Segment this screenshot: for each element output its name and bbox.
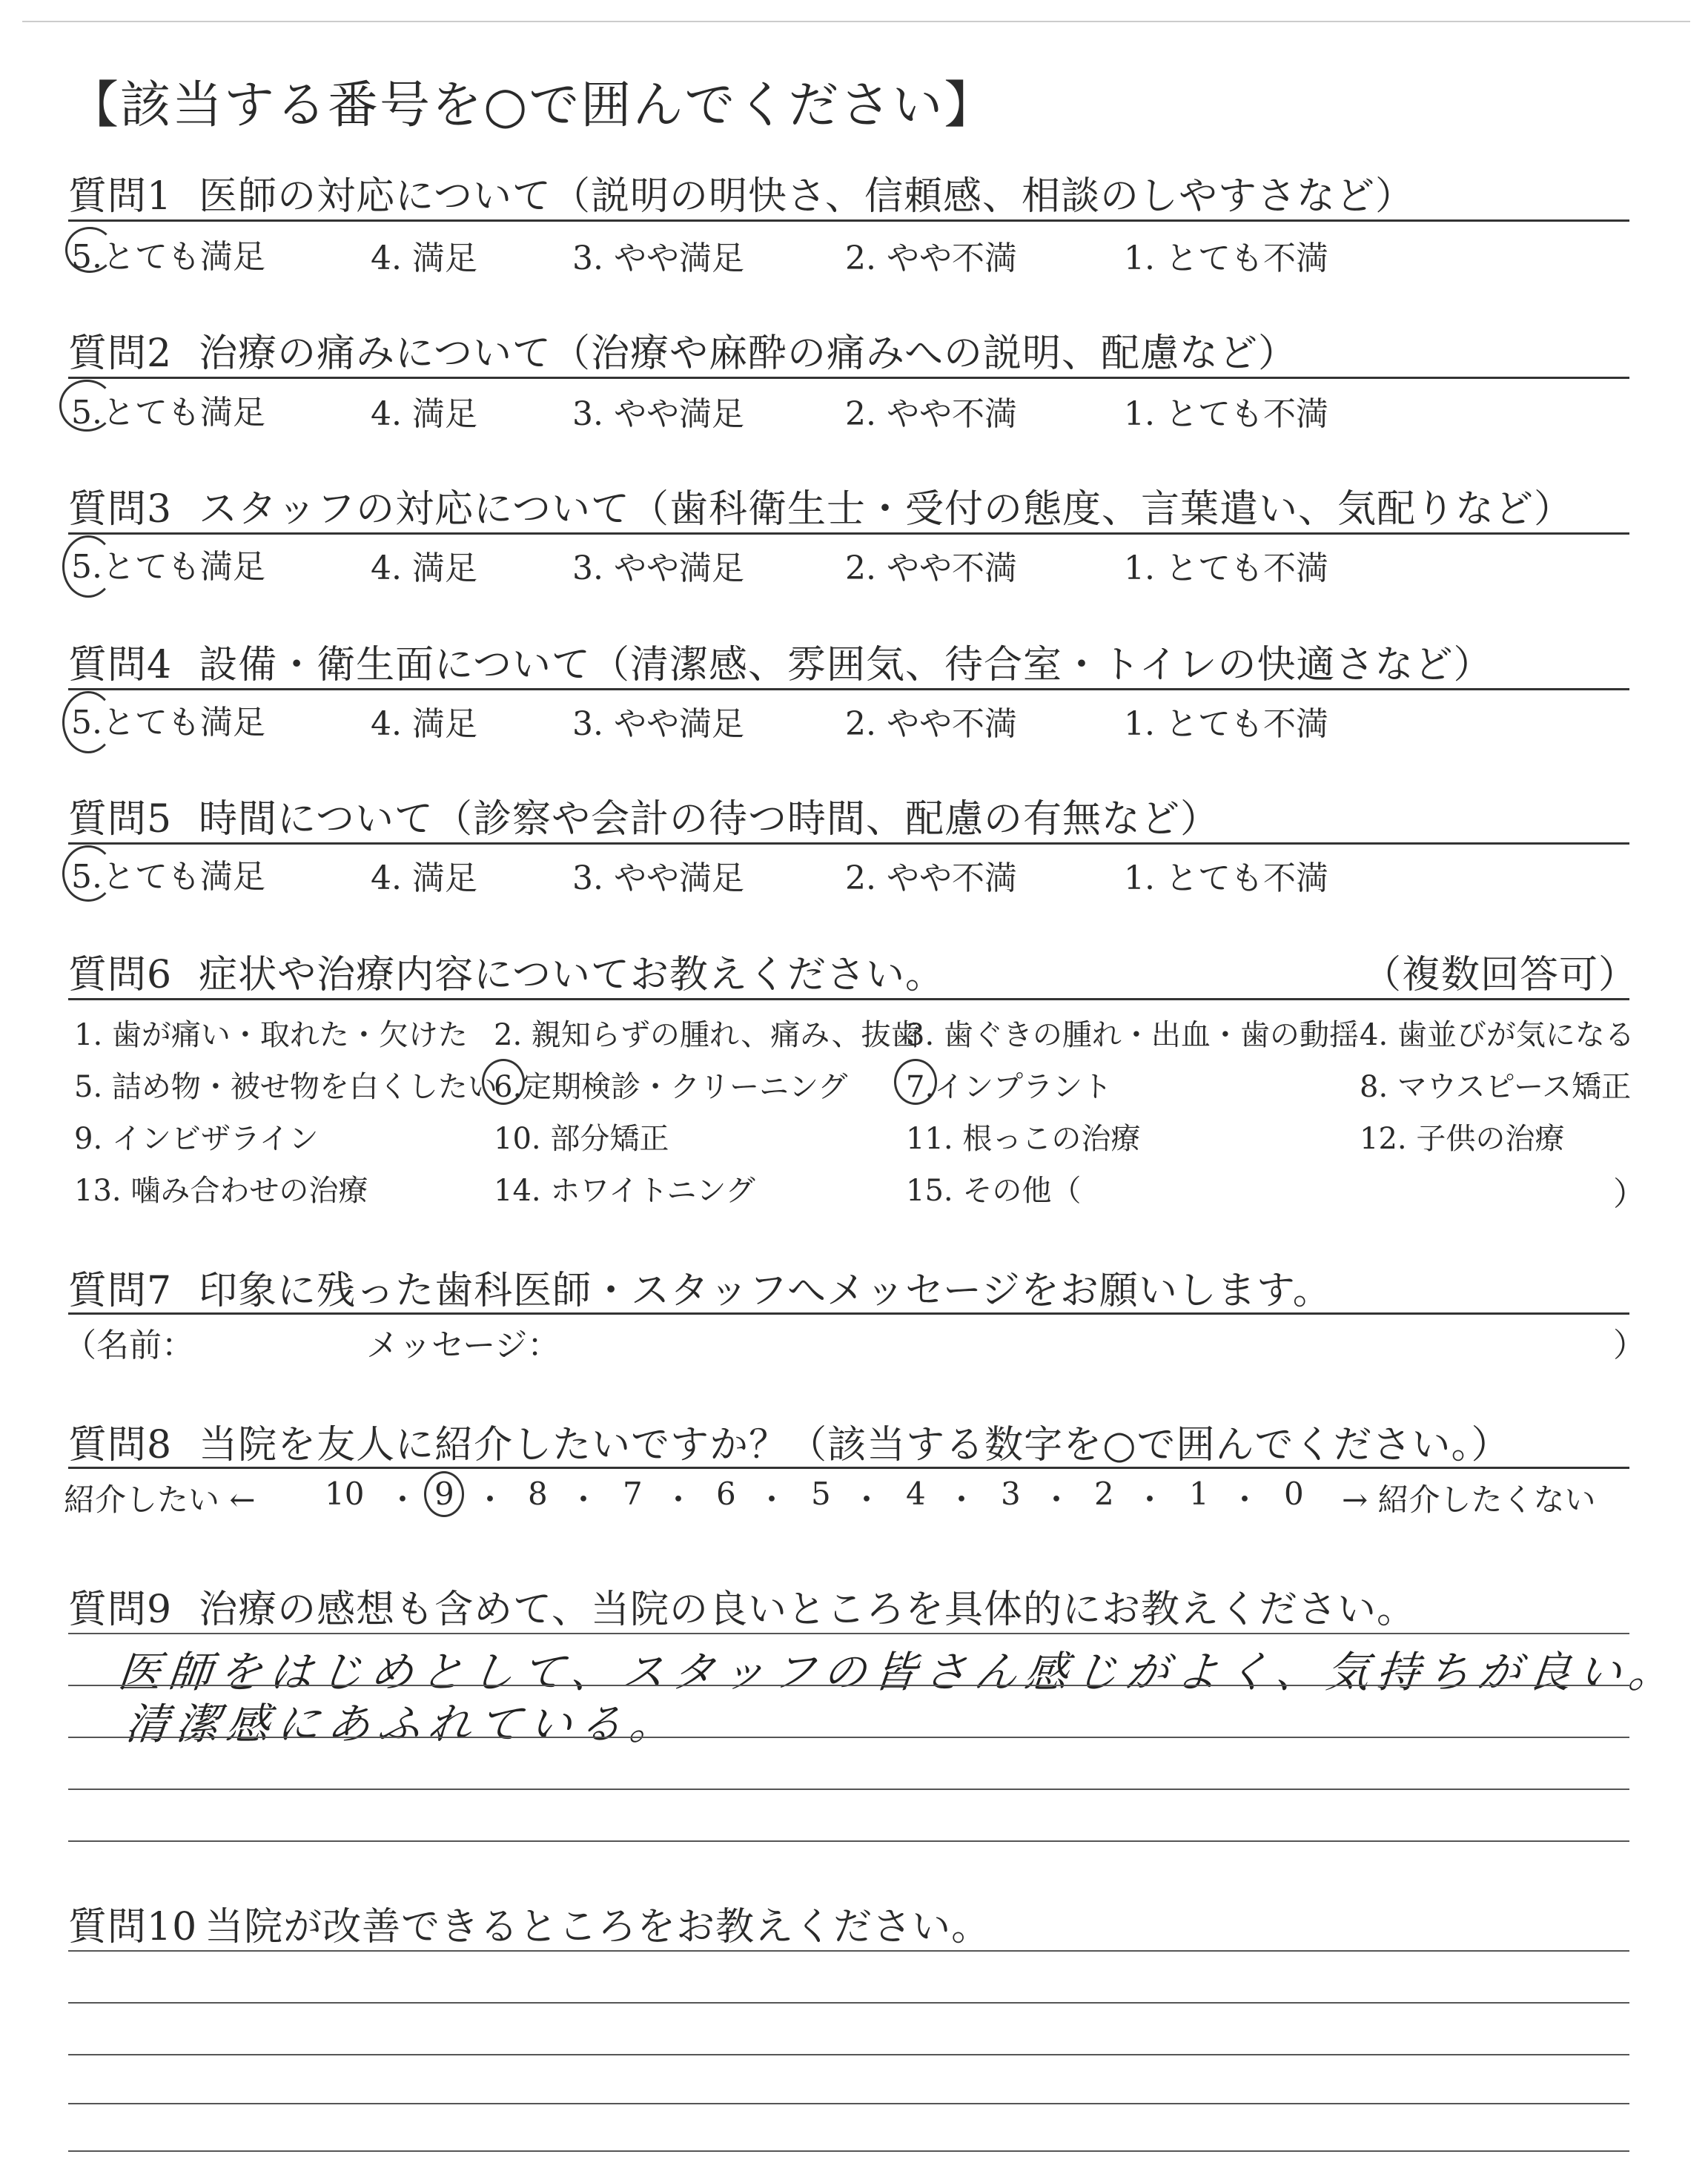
q9-line-2 xyxy=(68,1685,1629,1686)
q5-title xyxy=(68,787,1219,843)
q6-other-close: ） xyxy=(1613,1175,1646,1213)
q10-text: 当院が改善できるところをお教えください。 xyxy=(205,1905,991,1949)
q6-option-5[interactable]: 5. 詰め物・被せ物を白くしたい xyxy=(74,1070,497,1104)
q8-dot: ・ xyxy=(474,1482,506,1518)
q4-number: 質問4 xyxy=(68,643,173,687)
q8-dot: ・ xyxy=(387,1482,419,1518)
q3-rule xyxy=(68,532,1629,535)
q8-right-label: → 紹介したくない xyxy=(1342,1482,1596,1518)
q10-line-5 xyxy=(68,2150,1629,2152)
q9-title xyxy=(68,1578,1416,1634)
q7-text: 印象に残った歯科医師・スタッフへメッセージをお願いします。 xyxy=(199,1269,1332,1313)
q7-name-label: （名前： xyxy=(64,1327,194,1364)
q4-option-1[interactable]: 1. とても不満 xyxy=(1124,705,1328,743)
q1-option-1[interactable]: 1. とても不満 xyxy=(1124,240,1328,277)
q7-close: ） xyxy=(1613,1327,1646,1364)
q6-option-8[interactable]: 8. マウスピース矯正 xyxy=(1360,1070,1632,1104)
q4-rule xyxy=(68,688,1629,690)
q5-option-3[interactable]: 3. やや満足 xyxy=(572,859,744,897)
q10-title xyxy=(68,1895,990,1951)
q10-line-4 xyxy=(68,2103,1629,2104)
q3-option-2[interactable]: 2. やや不満 xyxy=(845,549,1017,587)
q10-number: 質問10 xyxy=(68,1905,198,1949)
q8-scale-0[interactable]: 0 xyxy=(1284,1476,1304,1512)
q2-option-2[interactable]: 2. やや不満 xyxy=(845,395,1017,433)
q7-number: 質問7 xyxy=(68,1269,173,1313)
q5-rule xyxy=(68,842,1629,845)
q6-option-6[interactable]: 6.定期検診・クリーニング xyxy=(494,1070,848,1104)
q2-option-4[interactable]: 4. 満足 xyxy=(371,395,477,433)
q8-dot: ・ xyxy=(946,1482,978,1518)
q8-dot: ・ xyxy=(1041,1482,1073,1518)
q8-scale-4[interactable]: 4 xyxy=(906,1476,926,1512)
q8-scale-8[interactable]: 8 xyxy=(528,1476,548,1512)
q5-option-2[interactable]: 2. やや不満 xyxy=(845,859,1017,897)
q6-option-10[interactable]: 10. 部分矯正 xyxy=(494,1122,669,1156)
q8-scale-7[interactable]: 7 xyxy=(623,1476,643,1512)
q6-option-13[interactable]: 13. 噛み合わせの治療 xyxy=(74,1174,368,1208)
q3-title xyxy=(68,478,1573,533)
q1-text: 医師の対応について（説明の明快さ、信頼感、相談のしやすさなど） xyxy=(199,174,1414,219)
q8-title xyxy=(68,1413,1510,1469)
q1-option-3[interactable]: 3. やや満足 xyxy=(572,240,744,277)
q2-option-5[interactable]: 5.とても満足 xyxy=(71,394,265,432)
q6-option-14[interactable]: 14. ホワイトニング xyxy=(494,1174,755,1208)
q6-title xyxy=(68,943,944,999)
q8-dot: ・ xyxy=(663,1482,695,1518)
q3-option-1[interactable]: 1. とても不満 xyxy=(1124,549,1328,587)
q6-multi-note: （複数回答可） xyxy=(1363,953,1638,997)
q8-dot: ・ xyxy=(568,1482,600,1518)
q1-title xyxy=(68,165,1414,220)
q4-option-4[interactable]: 4. 満足 xyxy=(371,705,477,743)
q3-option-4[interactable]: 4. 満足 xyxy=(371,549,477,587)
q5-text: 時間について（診察や会計の待つ時間、配慮の有無など） xyxy=(199,797,1220,842)
q4-title xyxy=(68,633,1492,689)
q3-text: スタッフの対応について（歯科衛生士・受付の態度、言葉遣い、気配りなど） xyxy=(199,487,1574,532)
q2-rule xyxy=(68,377,1629,379)
q3-number: 質問3 xyxy=(68,487,173,532)
q4-text: 設備・衛生面について（清潔感、雰囲気、待合室・トイレの快適さなど） xyxy=(199,643,1493,687)
q3-option-3[interactable]: 3. やや満足 xyxy=(572,549,744,587)
q7-title xyxy=(68,1259,1332,1315)
q8-scale-6[interactable]: 6 xyxy=(716,1476,736,1512)
q2-number: 質問2 xyxy=(68,331,173,376)
q4-option-3[interactable]: 3. やや満足 xyxy=(572,705,744,743)
q5-number: 質問5 xyxy=(68,797,173,842)
q9-number: 質問9 xyxy=(68,1588,173,1632)
q1-option-2[interactable]: 2. やや不満 xyxy=(845,240,1017,277)
q10-line-1 xyxy=(68,1950,1629,1952)
q10-line-2 xyxy=(68,2002,1629,2004)
q8-left-label: 紹介したい ← xyxy=(64,1482,256,1518)
q6-option-11[interactable]: 11. 根っこの治療 xyxy=(906,1122,1141,1156)
q2-text: 治療の痛みについて（治療や麻酔の痛みへの説明、配慮など） xyxy=(199,331,1298,376)
scan-edge xyxy=(22,21,1690,22)
page-title: 【該当する番号を○で囲んでください】 xyxy=(68,76,996,135)
q10-line-3 xyxy=(68,2054,1629,2055)
q6-option-15[interactable]: 15. その他（ xyxy=(906,1174,1082,1208)
q6-option-9[interactable]: 9. インビザライン xyxy=(74,1122,319,1156)
q3-option-5[interactable]: 5.とても満足 xyxy=(71,548,265,586)
q8-number: 質問8 xyxy=(68,1423,173,1467)
q8-scale-9[interactable]: 9 xyxy=(434,1476,454,1512)
q8-scale-2[interactable]: 2 xyxy=(1094,1476,1114,1512)
q9-line-5 xyxy=(68,1840,1629,1842)
q8-dot: ・ xyxy=(851,1482,883,1518)
q9-text: 治療の感想も含めて、当院の良いところを具体的にお教えください。 xyxy=(199,1588,1417,1632)
q5-option-5[interactable]: 5.とても満足 xyxy=(71,858,265,896)
q1-rule xyxy=(68,219,1629,222)
q2-title xyxy=(68,322,1297,377)
q8-dot: ・ xyxy=(1134,1482,1166,1518)
q7-message-label: メッセージ： xyxy=(366,1327,560,1364)
q6-text: 症状や治療内容についてお教えください。 xyxy=(199,953,945,997)
q1-number: 質問1 xyxy=(68,174,173,219)
q5-option-4[interactable]: 4. 満足 xyxy=(371,859,477,897)
q6-option-1[interactable]: 1. 歯が痛い・取れた・欠けた xyxy=(74,1018,468,1052)
q8-scale-1[interactable]: 1 xyxy=(1189,1476,1209,1512)
q1-option-5[interactable]: 5.とても満足 xyxy=(71,238,265,276)
q6-option-2[interactable]: 2. 親知らずの腫れ、痛み、抜歯 xyxy=(494,1018,921,1052)
q8-text: 当院を友人に紹介したいですか？（該当する数字を○で囲んでください。） xyxy=(199,1423,1511,1467)
q8-scale-3[interactable]: 3 xyxy=(1001,1476,1021,1512)
q6-option-3[interactable]: 3. 歯ぐきの腫れ・出血・歯の動揺 xyxy=(906,1018,1359,1052)
q8-dot: ・ xyxy=(756,1482,788,1518)
q9-line-1 xyxy=(68,1633,1629,1634)
q1-option-4[interactable]: 4. 満足 xyxy=(371,240,477,277)
q5-option-1[interactable]: 1. とても不満 xyxy=(1124,859,1328,897)
q4-option-2[interactable]: 2. やや不満 xyxy=(845,705,1017,743)
q8-scale-10[interactable]: 10 xyxy=(325,1476,365,1512)
q6-option-4[interactable]: 4. 歯並びが気になる xyxy=(1360,1018,1635,1052)
q2-option-3[interactable]: 3. やや満足 xyxy=(572,395,744,433)
q8-scale-5[interactable]: 5 xyxy=(811,1476,831,1512)
q6-rule xyxy=(68,998,1629,1000)
q9-handwritten-line-1: 医師をはじめとして、スタッフの皆さん感じがよく、気持ちが良い。 xyxy=(115,1647,1682,1697)
q4-option-5[interactable]: 5.とても満足 xyxy=(71,704,265,742)
q6-option-7[interactable]: 7.インプラント xyxy=(906,1070,1113,1104)
q8-dot: ・ xyxy=(1229,1482,1261,1518)
q7-rule xyxy=(68,1312,1629,1315)
q8-rule xyxy=(68,1467,1629,1469)
q9-line-4 xyxy=(68,1789,1629,1790)
q9-handwritten-line-2: 清潔感にあふれている。 xyxy=(122,1699,683,1749)
q6-number: 質問6 xyxy=(68,953,173,997)
q9-line-3 xyxy=(68,1737,1629,1738)
q2-option-1[interactable]: 1. とても不満 xyxy=(1124,395,1328,433)
q6-option-12[interactable]: 12. 子供の治療 xyxy=(1360,1122,1565,1156)
